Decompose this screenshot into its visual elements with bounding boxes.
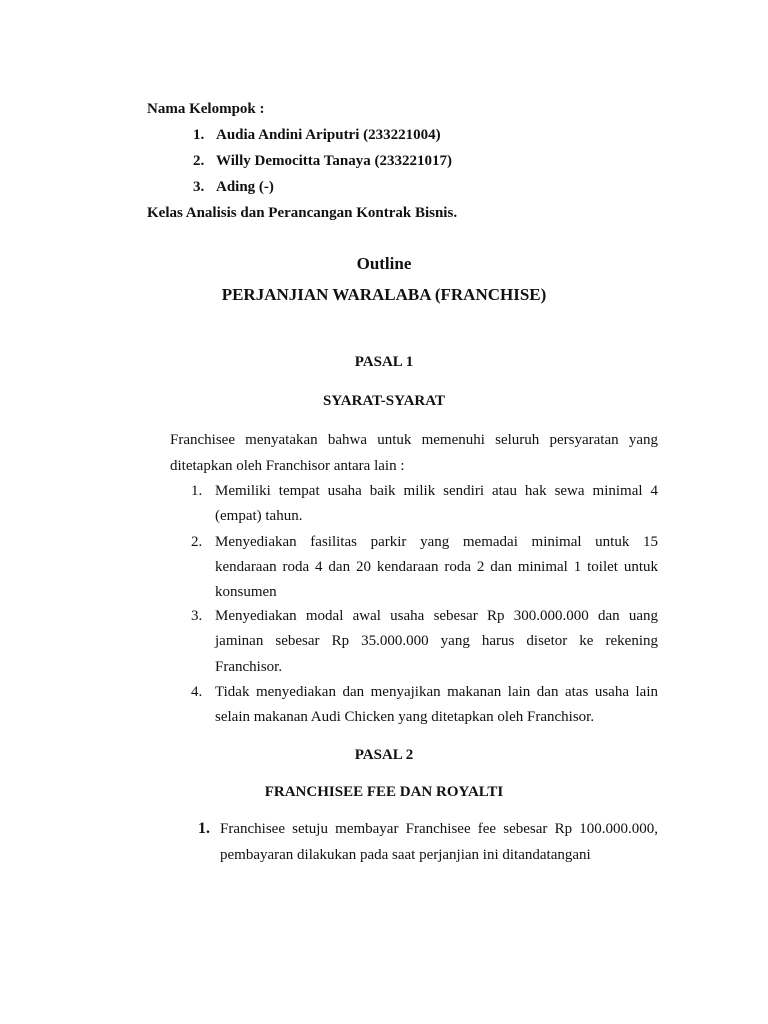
group-label: Nama Kelompok :	[147, 101, 265, 117]
member-name: Willy Democitta Tanaya (233221017)	[216, 153, 452, 169]
list-item-line: kendaraan roda 4 dan 20 kendaraan roda 2 dan minimal 1 toilet untuk	[215, 559, 658, 575]
list-number: 1.	[198, 820, 210, 837]
member-number: 3.	[193, 179, 205, 195]
list-number: 2.	[191, 534, 203, 550]
intro-line: ditetapkan oleh Franchisor antara lain :	[170, 458, 405, 474]
class-line: Kelas Analisis dan Perancangan Kontrak Bisnis.	[147, 205, 458, 221]
list-item-line: Menyediakan fasilitas parkir yang memadai minimal untuk 15	[215, 534, 658, 550]
member-number: 2.	[193, 153, 205, 169]
list-item-line: Menyediakan modal awal usaha sebesar Rp 300.000.000 dan uang	[215, 608, 658, 624]
list-item-line: Franchisor.	[215, 659, 283, 675]
list-item-line: selain makanan Audi Chicken yang ditetapkan oleh Franchisor.	[215, 709, 595, 725]
list-item-line: pembayaran dilakukan pada saat perjanjian ini ditandatangani	[220, 847, 591, 863]
intro-line: Franchisee menyatakan bahwa untuk memenuhi seluruh persyaratan yang	[170, 432, 658, 448]
pasal-subheading: SYARAT-SYARAT	[323, 393, 445, 409]
outline-title: Outline	[356, 254, 412, 273]
pasal-heading: PASAL 2	[354, 747, 414, 763]
list-number: 3.	[191, 608, 203, 624]
pasal-heading: PASAL 1	[354, 354, 414, 370]
list-item-line: konsumen	[215, 584, 277, 600]
member-name: Ading (-)	[216, 179, 274, 195]
list-item-line: Tidak menyediakan dan menyajikan makanan lain dan atas usaha lain	[215, 684, 658, 700]
member-number: 1.	[193, 127, 205, 143]
list-item-line: (empat) tahun.	[215, 508, 303, 524]
pasal-subheading: FRANCHISEE FEE DAN ROYALTI	[264, 784, 504, 800]
member-name: Audia Andini Ariputri (233221004)	[216, 127, 441, 143]
list-item-line: Memiliki tempat usaha baik milik sendiri atau hak sewa minimal 4	[215, 483, 658, 499]
list-item-line: Franchisee setuju membayar Franchisee fee sebesar Rp 100.000.000,	[220, 821, 658, 837]
agreement-title: PERJANJIAN WARALABA (FRANCHISE)	[221, 285, 547, 304]
list-item-line: jaminan sebesar Rp 35.000.000 yang harus disetor ke rekening	[215, 633, 658, 649]
list-number: 4.	[191, 684, 203, 700]
list-number: 1.	[191, 483, 203, 499]
